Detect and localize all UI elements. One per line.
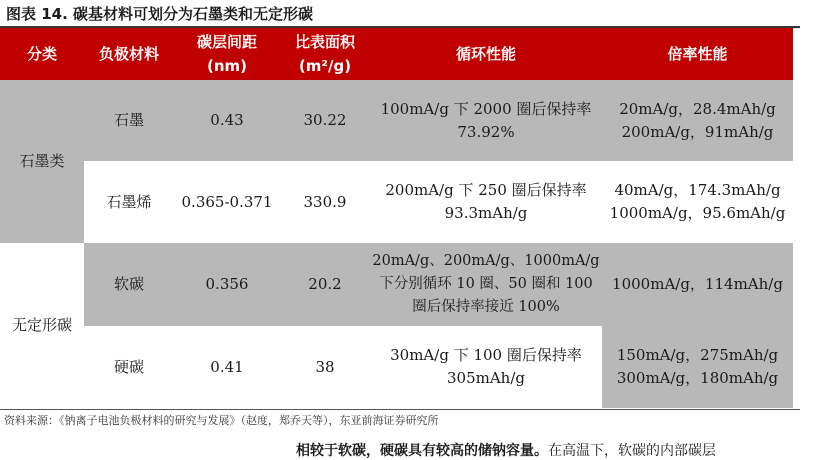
- row3-area-text: 20.2: [308, 275, 342, 293]
- row3-spacing-text: 0.356: [205, 275, 249, 293]
- row3-material: [84, 243, 174, 326]
- row2-rate-line1: 40mA/g，174.3mAh/g: [614, 181, 781, 199]
- row4-material-text: 硬碳: [113, 357, 144, 376]
- group-amorphous: [0, 243, 84, 408]
- row1-spacing-text: 0.43: [210, 111, 244, 129]
- header-material-label: 负极材料: [98, 45, 159, 63]
- header-area-line1: 比表面积: [294, 33, 355, 51]
- row2-area-text: 330.9: [303, 192, 347, 211]
- row2-cycle-line2: 93.3mAh/g: [444, 204, 528, 222]
- header-spacing-line2: (nm): [206, 57, 248, 75]
- row3-material-text: 软碳: [113, 275, 144, 293]
- row2-cycle: [370, 161, 602, 243]
- row1-cycle-line2: 73.92%: [457, 122, 515, 141]
- header-area-line2: (m²/g): [298, 57, 352, 75]
- row3-rate-line1: 1000mA/g，114mAh/g: [612, 275, 783, 293]
- row3-area: [280, 243, 370, 326]
- row4-area-text: 38: [315, 357, 335, 376]
- row3-cycle-line3: 圈后保持率接近 100%: [412, 299, 560, 315]
- body-rest-text: 在高温下，软碳的内部碳层: [548, 443, 716, 459]
- header-rate: [602, 28, 793, 80]
- row1-rate: [602, 80, 793, 161]
- row2-cycle-line1: 200mA/g 下 250 圈后保持率: [385, 181, 587, 199]
- row1-material: [84, 80, 174, 161]
- header-category-label: 分类: [26, 45, 57, 63]
- group-graphite: [0, 80, 84, 243]
- row2-area: [280, 161, 370, 243]
- row4-area: [280, 326, 370, 408]
- row4-cycle-line1: 30mA/g 下 100 圈后保持率: [390, 346, 582, 364]
- group-graphite-label: 石墨类: [19, 152, 65, 170]
- header-area: [280, 28, 370, 80]
- group-amorphous-label: 无定形碳: [11, 316, 72, 334]
- header-spacing: [174, 28, 280, 80]
- header-spacing-line1: 碳层间距: [196, 33, 257, 51]
- row4-cycle-line2: 305mAh/g: [446, 369, 525, 387]
- row1-area: [280, 80, 370, 161]
- row4-material: [84, 326, 174, 408]
- row4-spacing: [174, 326, 280, 408]
- row3-spacing: [174, 243, 280, 326]
- header-cycle: [370, 28, 602, 80]
- header-material: [84, 28, 174, 80]
- row2-rate: [602, 161, 793, 243]
- row1-rate-line2: 200mA/g，91mAh/g: [621, 122, 774, 141]
- row4-rate: [602, 326, 793, 408]
- row4-rate-line1: 150mA/g，275mAh/g: [616, 346, 779, 364]
- row2-rate-line2: 1000mA/g，95.6mAh/g: [609, 204, 786, 222]
- row2-spacing: [174, 161, 280, 243]
- row2-material: [84, 161, 174, 243]
- body-bold-text: 相较于软碳，硬碳具有较高的储钠容量。: [296, 443, 548, 459]
- row1-cycle-line1: 100mA/g 下 2000 圈后保持率: [380, 99, 592, 118]
- header-rate-label: 倍率性能: [667, 45, 728, 63]
- row4-spacing-text: 0.41: [210, 357, 244, 376]
- row3-cycle-line2: 下分别循环 10 圈、50 圈和 100: [379, 276, 593, 292]
- header-category: [0, 28, 84, 80]
- bottom-rule: [0, 409, 800, 410]
- row3-cycle: [370, 243, 602, 326]
- body-paragraph: [296, 440, 716, 460]
- figure-title: 图表 14. 碳基材料可划分为石墨类和无定形碳: [6, 5, 314, 23]
- row1-rate-line1: 20mA/g，28.4mAh/g: [619, 99, 776, 118]
- row1-cycle: [370, 80, 602, 161]
- row3-rate: [602, 243, 793, 326]
- row2-spacing-text: 0.365-0.371: [181, 192, 273, 211]
- row1-material-text: 石墨: [113, 111, 144, 129]
- source-note: 资料来源：《钠离子电池负极材料的研究与发展》（赵度，郑乔天等），东亚前海证券研究所: [4, 414, 439, 427]
- row1-spacing: [174, 80, 280, 161]
- row1-area-text: 30.22: [303, 111, 347, 129]
- row4-rate-line2: 300mA/g，180mAh/g: [616, 369, 779, 387]
- row2-material-text: 石墨烯: [106, 192, 152, 211]
- row4-cycle: [370, 326, 602, 408]
- row3-cycle-line1: 20mA/g、200mA/g、1000mA/g: [372, 253, 600, 269]
- header-cycle-label: 循环性能: [455, 45, 516, 63]
